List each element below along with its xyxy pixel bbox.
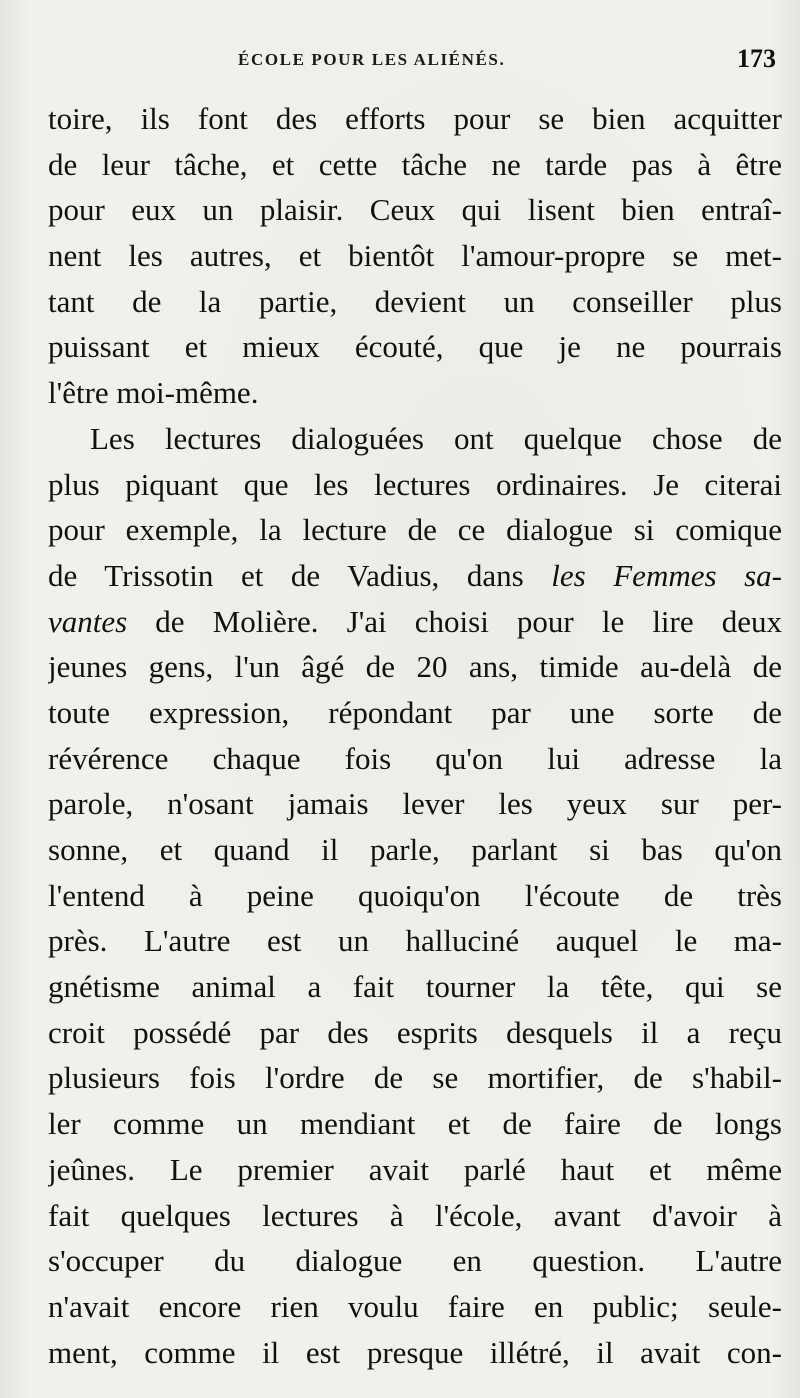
text-line-with-title <box>48 599 782 645</box>
text-line: pour eux un plaisir. Ceux qui lisent bien entraî- <box>48 192 782 228</box>
text-line: s'occuper du dialogue en question. L'autre <box>48 1243 782 1279</box>
text-line: gnétisme animal a fait tourner la tête, qui se <box>48 969 782 1005</box>
text-line: croit possédé par des esprits desquels il a reçu <box>48 1014 782 1050</box>
text-line: révérence chaque fois qu'on lui adresse la <box>48 740 782 776</box>
text-line: fait quelques lectures à l'école, avant d'avoir à <box>48 1197 782 1233</box>
text-line: près. L'autre est un halluciné auquel le ma- <box>48 923 782 959</box>
text-segment: de Molière. J'ai choisi pour le lire deux <box>127 603 782 639</box>
text-line: l'être moi-même. <box>48 375 259 411</box>
text-line: jeûnes. Le premier avait parlé haut et même <box>48 1151 782 1187</box>
text-line: de leur tâche, et cette tâche ne tarde pas à être <box>48 146 782 182</box>
page-number: 173 <box>737 44 776 73</box>
book-title-italic: vantes <box>48 603 128 639</box>
text-line: ment, comme il est presque illétré, il avait con- <box>48 1334 782 1370</box>
text-line-with-title <box>48 553 782 599</box>
text-line: plus piquant que les lectures ordinaires. Je citerai <box>48 466 782 502</box>
text-line: n'avait encore rien voulu faire en public; seule- <box>48 1288 782 1324</box>
text-line: pour exemple, la lecture de ce dialogue si comique <box>48 512 782 548</box>
text-line: puissant et mieux écouté, que je ne pourrais <box>48 329 782 365</box>
text-line: sonne, et quand il parle, parlant si bas qu'on <box>48 832 782 867</box>
book-title-italic: les Femmes sa- <box>551 557 782 593</box>
text-line: tant de la partie, devient un conseiller plus <box>48 283 782 319</box>
text-segment: de Trissotin et de Vadius, dans <box>48 557 552 593</box>
running-title: ÉCOLE POUR LES ALIÉNÉS. <box>238 50 506 69</box>
text-line: l'entend à peine quoiqu'on l'écoute de très <box>48 877 782 913</box>
text-line: ler comme un mendiant et de faire de longs <box>48 1106 782 1142</box>
text-line: toire, ils font des efforts pour se bien acquitter <box>48 101 782 136</box>
text-line: toute expression, répondant par une sorte de <box>48 694 782 730</box>
text-line: nent les autres, et bientôt l'amour-propre se met- <box>48 238 782 274</box>
text-line: plusieurs fois l'ordre de se mortifier, de s'habil- <box>48 1060 782 1096</box>
text-line: Les lectures dialoguées ont quelque chose de <box>90 420 782 456</box>
page-header <box>48 44 782 84</box>
body-text <box>48 96 782 1375</box>
text-line: jeunes gens, l'un âgé de 20 ans, timide au-delà de <box>48 649 782 685</box>
text-line: parole, n'osant jamais lever les yeux sur per- <box>48 786 782 822</box>
